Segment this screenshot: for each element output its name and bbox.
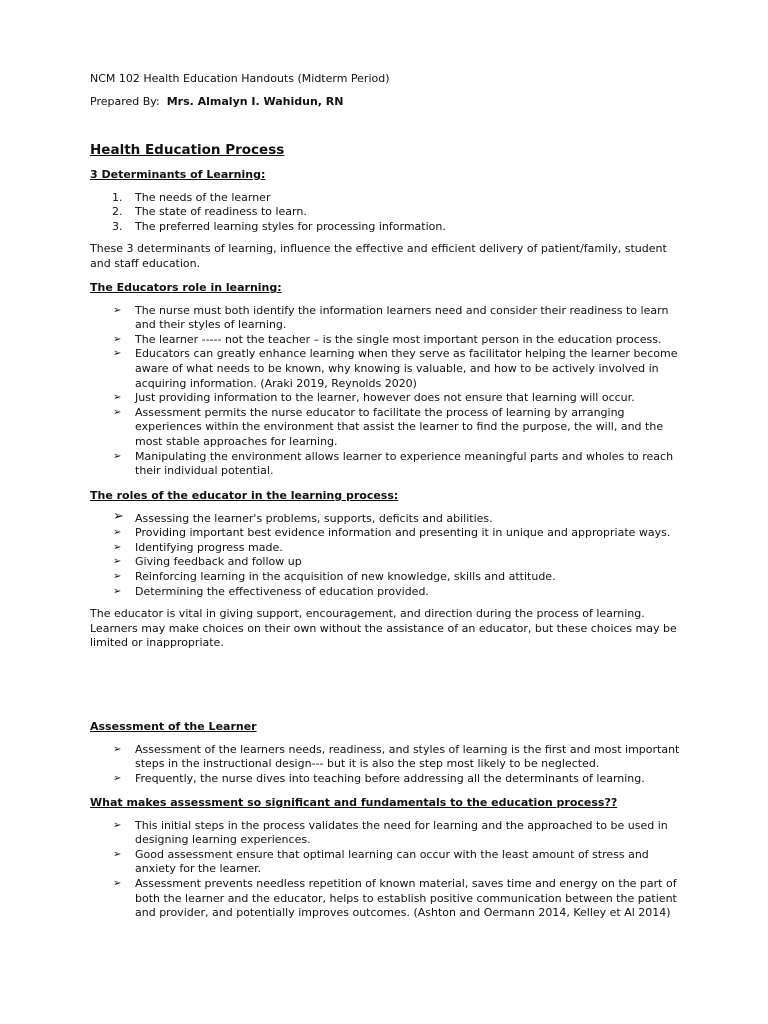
list-item <box>90 391 680 406</box>
list-number: 1. <box>112 190 123 204</box>
list-item <box>90 877 680 921</box>
arrow-bullet-icon: ➢ <box>113 450 122 462</box>
list-item <box>90 333 680 348</box>
list-item-text: Identifying progress made. <box>135 540 283 554</box>
assessment-section <box>90 720 680 786</box>
prepared-by-label: Prepared By: <box>90 94 160 108</box>
list-item <box>90 450 680 479</box>
list-item-text: The learner ----- not the teacher – is the single most important person in the education process. <box>135 332 662 346</box>
roles-of-educator-section <box>90 489 680 651</box>
list-item-text: This initial steps in the process validates the need for learning and the approached to be used in designing learning experiences. <box>135 818 668 847</box>
course-title: NCM 102 Health Education Handouts (Midterm Period) <box>90 72 390 85</box>
determinants-heading: 3 Determinants of Learning: <box>90 168 266 181</box>
arrow-bullet-icon: ➢ <box>113 585 122 597</box>
arrow-bullet-icon: ➢ <box>113 848 122 860</box>
arrow-bullet-icon: ➢ <box>113 527 122 539</box>
arrow-bullet-icon: ➢ <box>113 819 122 831</box>
list-item <box>90 220 680 235</box>
list-item <box>90 347 680 391</box>
arrow-bullet-icon: ➢ <box>113 508 124 524</box>
list-item-text: Assessment prevents needless repetition of known material, saves time and energy on the part of both the learner and the educator, helps to establish positive communication between the patient and provider, and potentially improves outcomes. (Ashton and Oermann 2014, Kelley et Al 2014) <box>135 876 677 920</box>
list-item <box>90 570 680 585</box>
significance-heading: What makes assessment so significant and fundamentals to the education process?? <box>90 796 618 809</box>
list-item-text: Assessment permits the nurse educator to facilitate the process of learning by arranging experiences within the environment that assist the learner to find the purpose, the will, and the most stable approaches for learning. <box>135 405 664 448</box>
arrow-bullet-icon: ➢ <box>113 304 122 316</box>
list-number: 3. <box>112 219 123 233</box>
list-item-text: The preferred learning styles for processing information. <box>135 219 446 233</box>
assessment-list <box>90 743 680 787</box>
list-item-text: Providing important best evidence information and presenting it in unique and appropriate ways. <box>135 526 671 540</box>
roles-of-educator-list <box>90 508 680 600</box>
prepared-by-line <box>90 95 680 110</box>
list-item <box>90 772 680 787</box>
educator-vital-paragraph: The educator is vital in giving support, encouragement, and direction during the process of learning. Learners may make choices on their own without the assistance of an educator, but these choices may be limited or inappropriate. <box>90 607 677 650</box>
list-item-text: Educators can greatly enhance learning when they serve as facilitator helping the learner become aware of what needs to be known, why knowing is valuable, and how to be actively involved in acquiring information. (Araki 2019, Reynolds 2020) <box>135 347 678 390</box>
list-item-text: Assessment of the learners needs, readiness, and styles of learning is the first and most important steps in the instructional design--- but it is also the step most likely to be neglected. <box>135 742 680 771</box>
significance-list <box>90 819 680 921</box>
significance-section <box>90 796 680 921</box>
list-item <box>90 848 680 877</box>
list-item <box>90 508 680 527</box>
arrow-bullet-icon: ➢ <box>113 348 122 360</box>
list-item-text: Reinforcing learning in the acquisition of new knowledge, skills and attitude. <box>135 569 556 583</box>
list-item-text: Frequently, the nurse dives into teaching before addressing all the determinants of learning. <box>135 771 645 785</box>
list-item-text: Assessing the learner's problems, supports, deficits and abilities. <box>135 511 493 525</box>
list-number: 2. <box>112 205 123 219</box>
list-item <box>90 819 680 848</box>
list-item <box>90 526 680 541</box>
list-item <box>90 743 680 772</box>
list-item <box>90 585 680 600</box>
arrow-bullet-icon: ➢ <box>113 541 122 553</box>
author-name: Mrs. Almalyn I. Wahidun, RN <box>166 94 344 108</box>
list-item <box>90 191 680 206</box>
determinants-paragraph: These 3 determinants of learning, influence the effective and efficient delivery of patient/family, student and staff education. <box>90 242 667 270</box>
determinants-section <box>90 168 680 272</box>
list-item <box>90 541 680 556</box>
educators-role-section <box>90 281 680 479</box>
educators-role-heading: The Educators role in learning: <box>90 281 282 294</box>
assessment-heading: Assessment of the Learner <box>90 720 257 733</box>
list-item-text: The state of readiness to learn. <box>135 205 307 219</box>
list-item-text: Giving feedback and follow up <box>135 555 302 569</box>
health-education-process-title: Health Education Process <box>90 142 285 158</box>
arrow-bullet-icon: ➢ <box>113 406 122 418</box>
list-item <box>90 304 680 333</box>
document-header <box>90 72 680 109</box>
determinants-list <box>90 191 680 235</box>
list-item <box>90 205 680 220</box>
list-item-text: Just providing information to the learner, however does not ensure that learning will occur. <box>135 391 635 405</box>
arrow-bullet-icon: ➢ <box>113 772 122 784</box>
arrow-bullet-icon: ➢ <box>113 877 122 889</box>
arrow-bullet-icon: ➢ <box>113 556 122 568</box>
list-item-text: Good assessment ensure that optimal learning can occur with the least amount of stress and anxiety for the learner. <box>135 847 649 876</box>
list-item <box>90 555 680 570</box>
educators-role-list <box>90 304 680 479</box>
list-item <box>90 406 680 450</box>
list-item-text: Manipulating the environment allows learner to experience meaningful parts and wholes to reach their individual potential. <box>135 449 674 478</box>
section-title <box>90 142 680 159</box>
arrow-bullet-icon: ➢ <box>113 570 122 582</box>
arrow-bullet-icon: ➢ <box>113 743 122 755</box>
roles-of-educator-heading: The roles of the educator in the learning process: <box>90 489 399 502</box>
arrow-bullet-icon: ➢ <box>113 392 122 404</box>
list-item-text: Determining the effectiveness of education provided. <box>135 584 429 598</box>
list-item-text: The needs of the learner <box>135 190 271 204</box>
list-item-text: The nurse must both identify the information learners need and consider their readiness to learn and their styles of learning. <box>135 303 669 332</box>
arrow-bullet-icon: ➢ <box>113 333 122 345</box>
